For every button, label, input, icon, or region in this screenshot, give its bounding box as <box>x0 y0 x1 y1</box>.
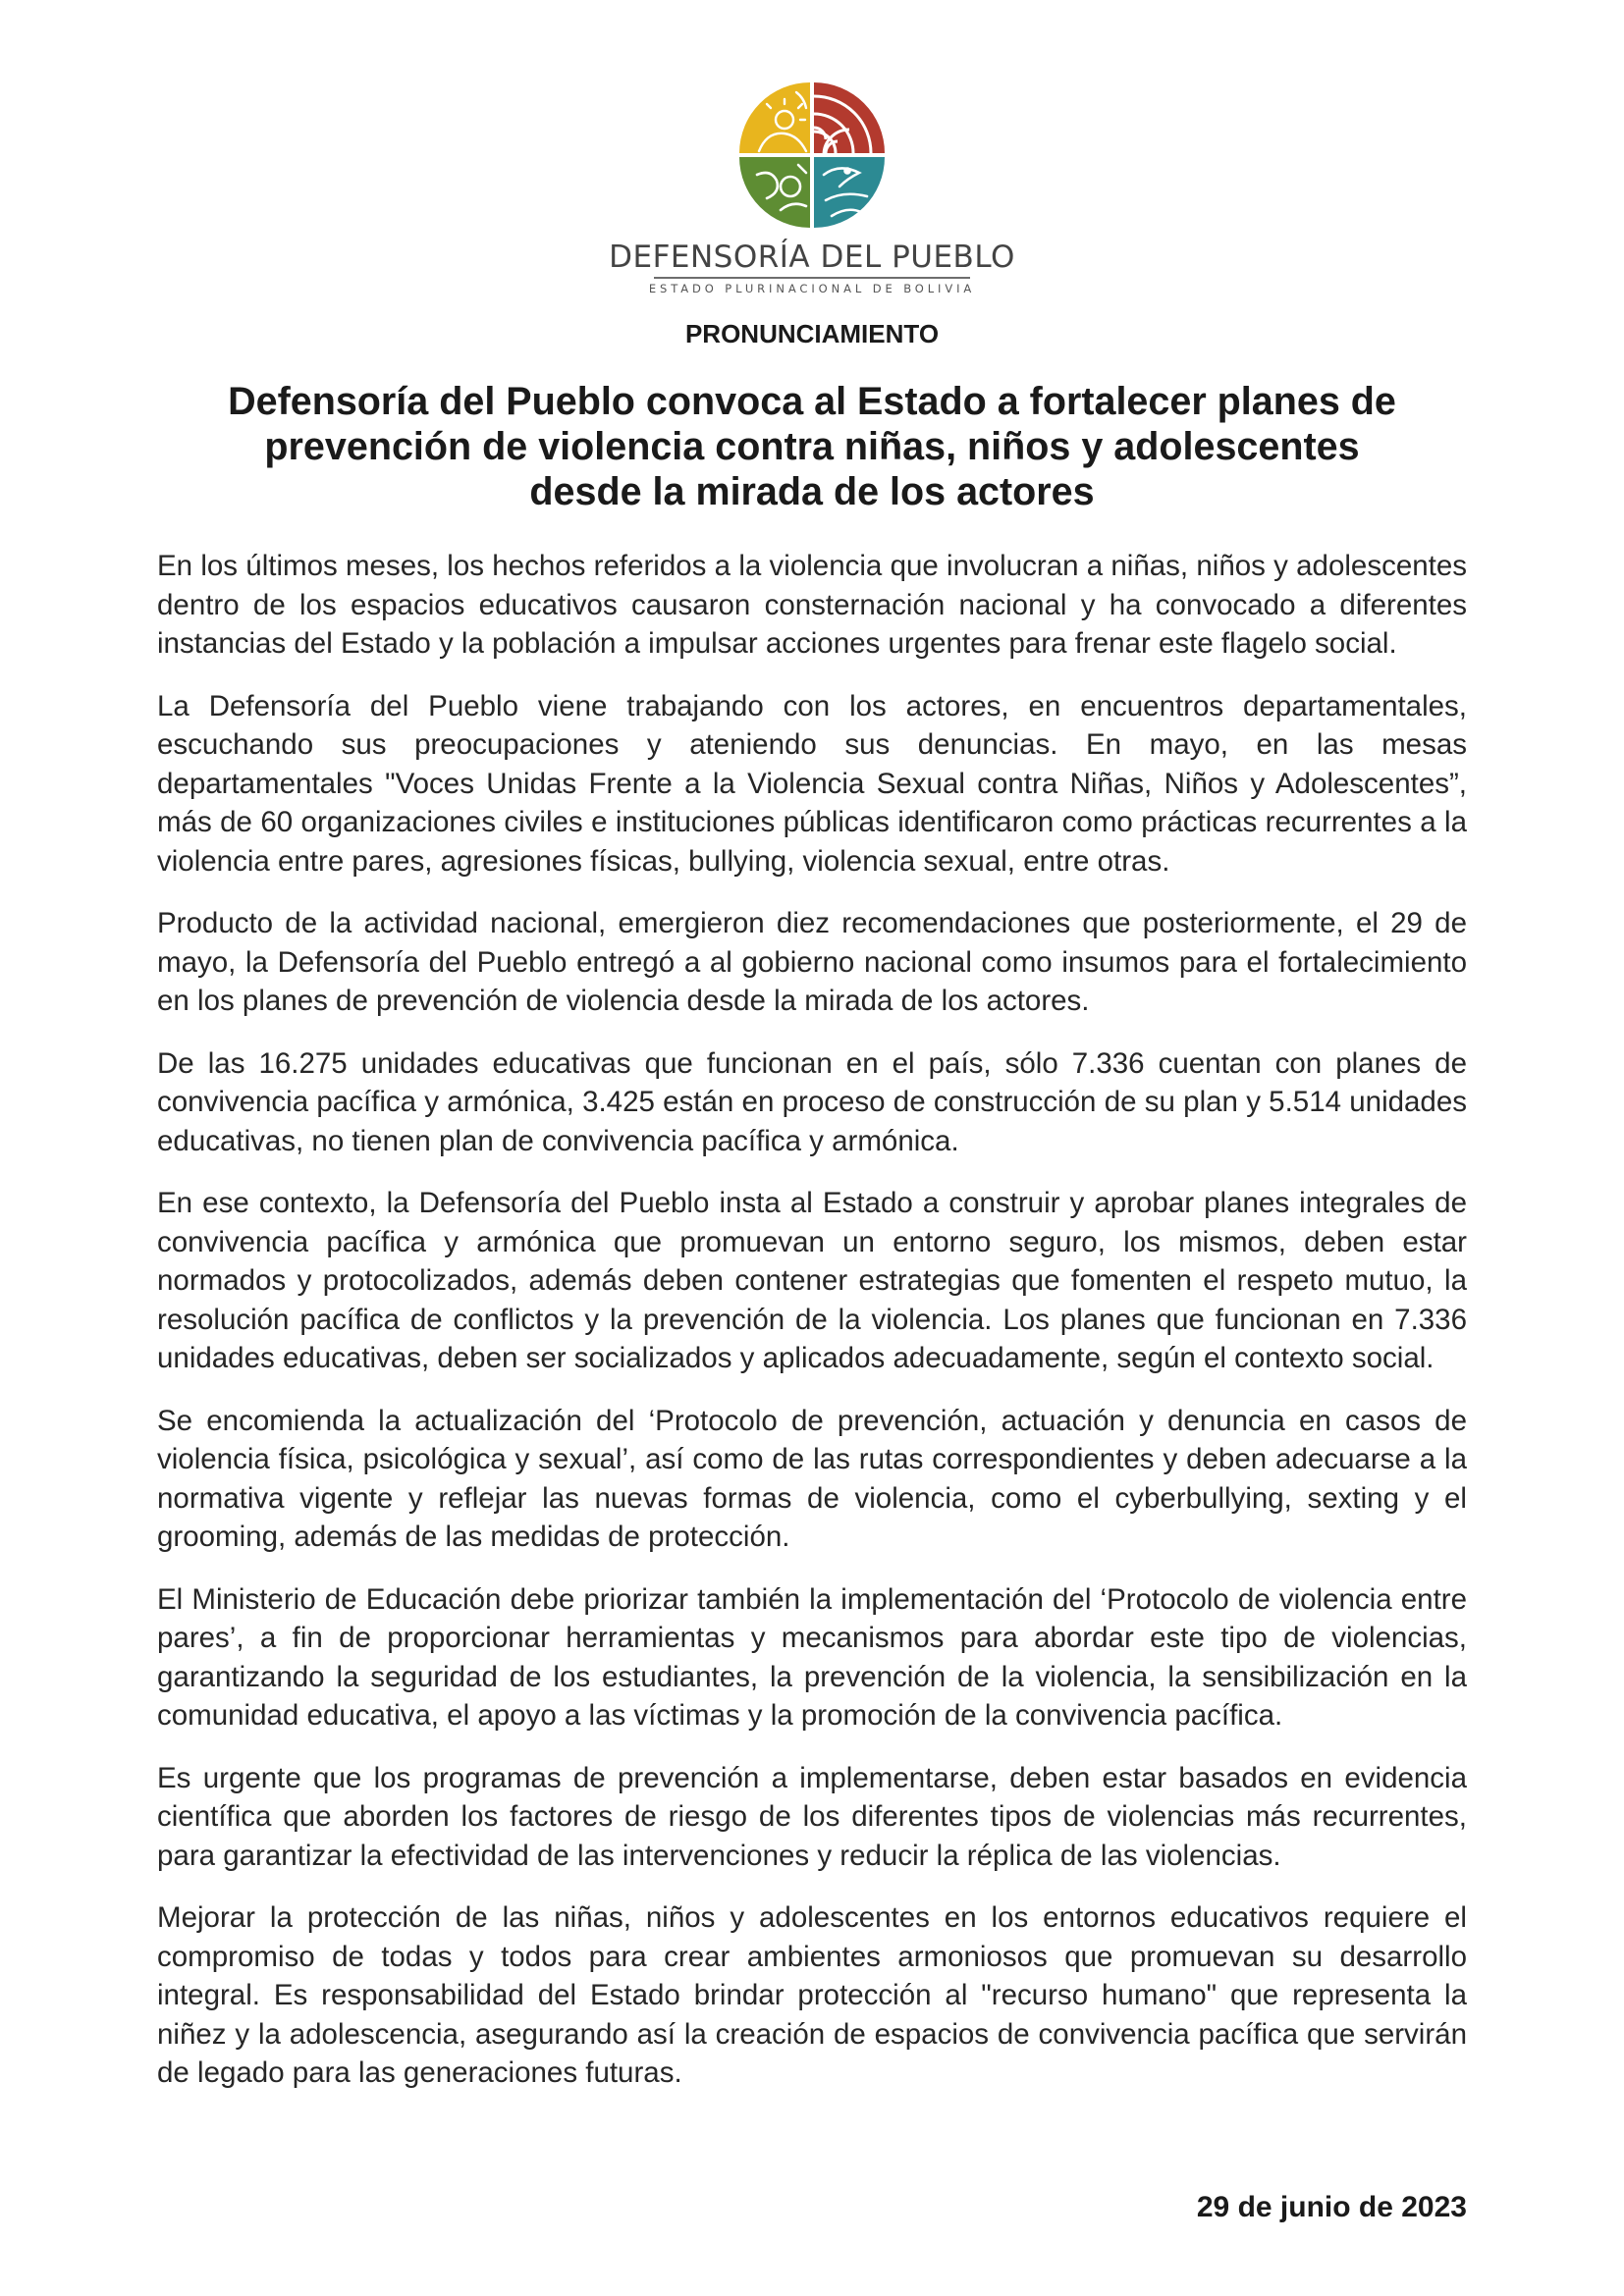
press-release-body <box>157 547 1467 2116</box>
body-paragraph: Mejorar la protección de las niñas, niños y adolescentes en los entornos educativos requiere el compromiso de todas y todos para crear ambientes armoniosos que promuevan su desarrollo integral. Es responsabilidad del Estado brindar protección al "recurso humano" que representa la niñez y la adolescencia, asegurando así la creación de espacios de convivencia pacífica que servirán de legado para las generaciones futuras. <box>157 1901 1467 2089</box>
org-subtitle: ESTADO PLURINACIONAL DE BOLIVIA <box>648 282 976 295</box>
org-divider <box>654 277 970 279</box>
body-paragraph: Producto de la actividad nacional, emergieron diez recomendaciones que posteriormente, el 29 de mayo, la Defensoría del Pueblo entregó a al gobierno nacional como insumos para el fortalecimiento en los planes de prevención de violencia desde la mirada de los actores. <box>157 907 1467 1017</box>
title-line: desde la mirada de los actores <box>529 470 1095 513</box>
body-paragraph: En los últimos meses, los hechos referidos a la violencia que involucran a niñas, niños y adolescentes dentro de los espacios educativos causaron consternación nacional y ha convocado a diferentes instancias del Estado y la población a impulsar acciones urgentes para frenar este flagelo social. <box>157 550 1467 660</box>
publication-date: 29 de junio de 2023 <box>1196 2191 1467 2223</box>
org-name: DEFENSORÍA DEL PUEBLO <box>609 240 1015 275</box>
title-line: prevención de violencia contra niñas, niños y adolescentes <box>264 425 1360 468</box>
body-paragraph: De las 16.275 unidades educativas que funcionan en el país, sólo 7.336 cuentan con planes de convivencia pacífica y armónica, 3.425 están en proceso de construcción de su plan y 5.514 unidades educativas, no tienen plan de convivencia pacífica y armónica. <box>157 1046 1467 1157</box>
title-line: Defensoría del Pueblo convoca al Estado a fortalecer planes de <box>228 380 1396 423</box>
document-type: PRONUNCIAMIENTO <box>684 319 940 348</box>
body-paragraph: En ese contexto, la Defensoría del Pueblo insta al Estado a construir y aprobar planes integrales de convivencia pacífica y armónica que promuevan un entorno seguro, los mismos, deben estar normados y protocolizados, además deben contener estrategias que fomenten el respeto mutuo, la resolución pacífica de conflictos y la prevención de la violencia. Los planes que funcionan en 7.336 unidades educativas, deben ser socializados y aplicados adecuadamente, según el contexto social. <box>157 1187 1467 1374</box>
body-paragraph: Se encomienda la actualización del ‘Protocolo de prevención, actuación y denuncia en casos de violencia física, psicológica y sexual’, así como de las rutas correspondientes y deben adecuarse a la normativa vigente y reflejar las nuevas formas de violencia, como el cyberbullying, sexting y el grooming, además de las medidas de protección. <box>157 1404 1467 1553</box>
body-paragraph: La Defensoría del Pueblo viene trabajando con los actores, en encuentros departamentales, escuchando sus preocupaciones y ateniendo sus denuncias. En mayo, en las mesas departamentales "Voces Unidas Frente a la Violencia Sexual contra Niñas, Niños y Adolescentes”, más de 60 organizaciones civiles e instituciones públicas identificaron como prácticas recurrentes a la violencia entre pares, agresiones físicas, bullying, violencia sexual, entre otras. <box>157 689 1467 878</box>
defensoria-quadrant-logo-icon <box>737 80 887 230</box>
press-release-title <box>196 379 1428 514</box>
letterhead <box>0 80 1624 296</box>
body-paragraph: Es urgente que los programas de prevención a implementarse, deben estar basados en evidencia científica que aborden los factores de riesgo de los diferentes tipos de violencias más recurrentes, para garantizar la efectividad de las intervenciones y reducir la réplica de las violencias. <box>157 1761 1467 1872</box>
body-paragraph: El Ministerio de Educación debe priorizar también la implementación del ‘Protocolo de violencia entre pares’, a fin de proporcionar herramientas y mecanismos para abordar este tipo de violencias, garantizando la seguridad de los estudiantes, la prevención de la violencia, la sensibilización en la comunidad educativa, el apoyo a las víctimas y la promoción de la convivencia pacífica. <box>157 1582 1467 1732</box>
